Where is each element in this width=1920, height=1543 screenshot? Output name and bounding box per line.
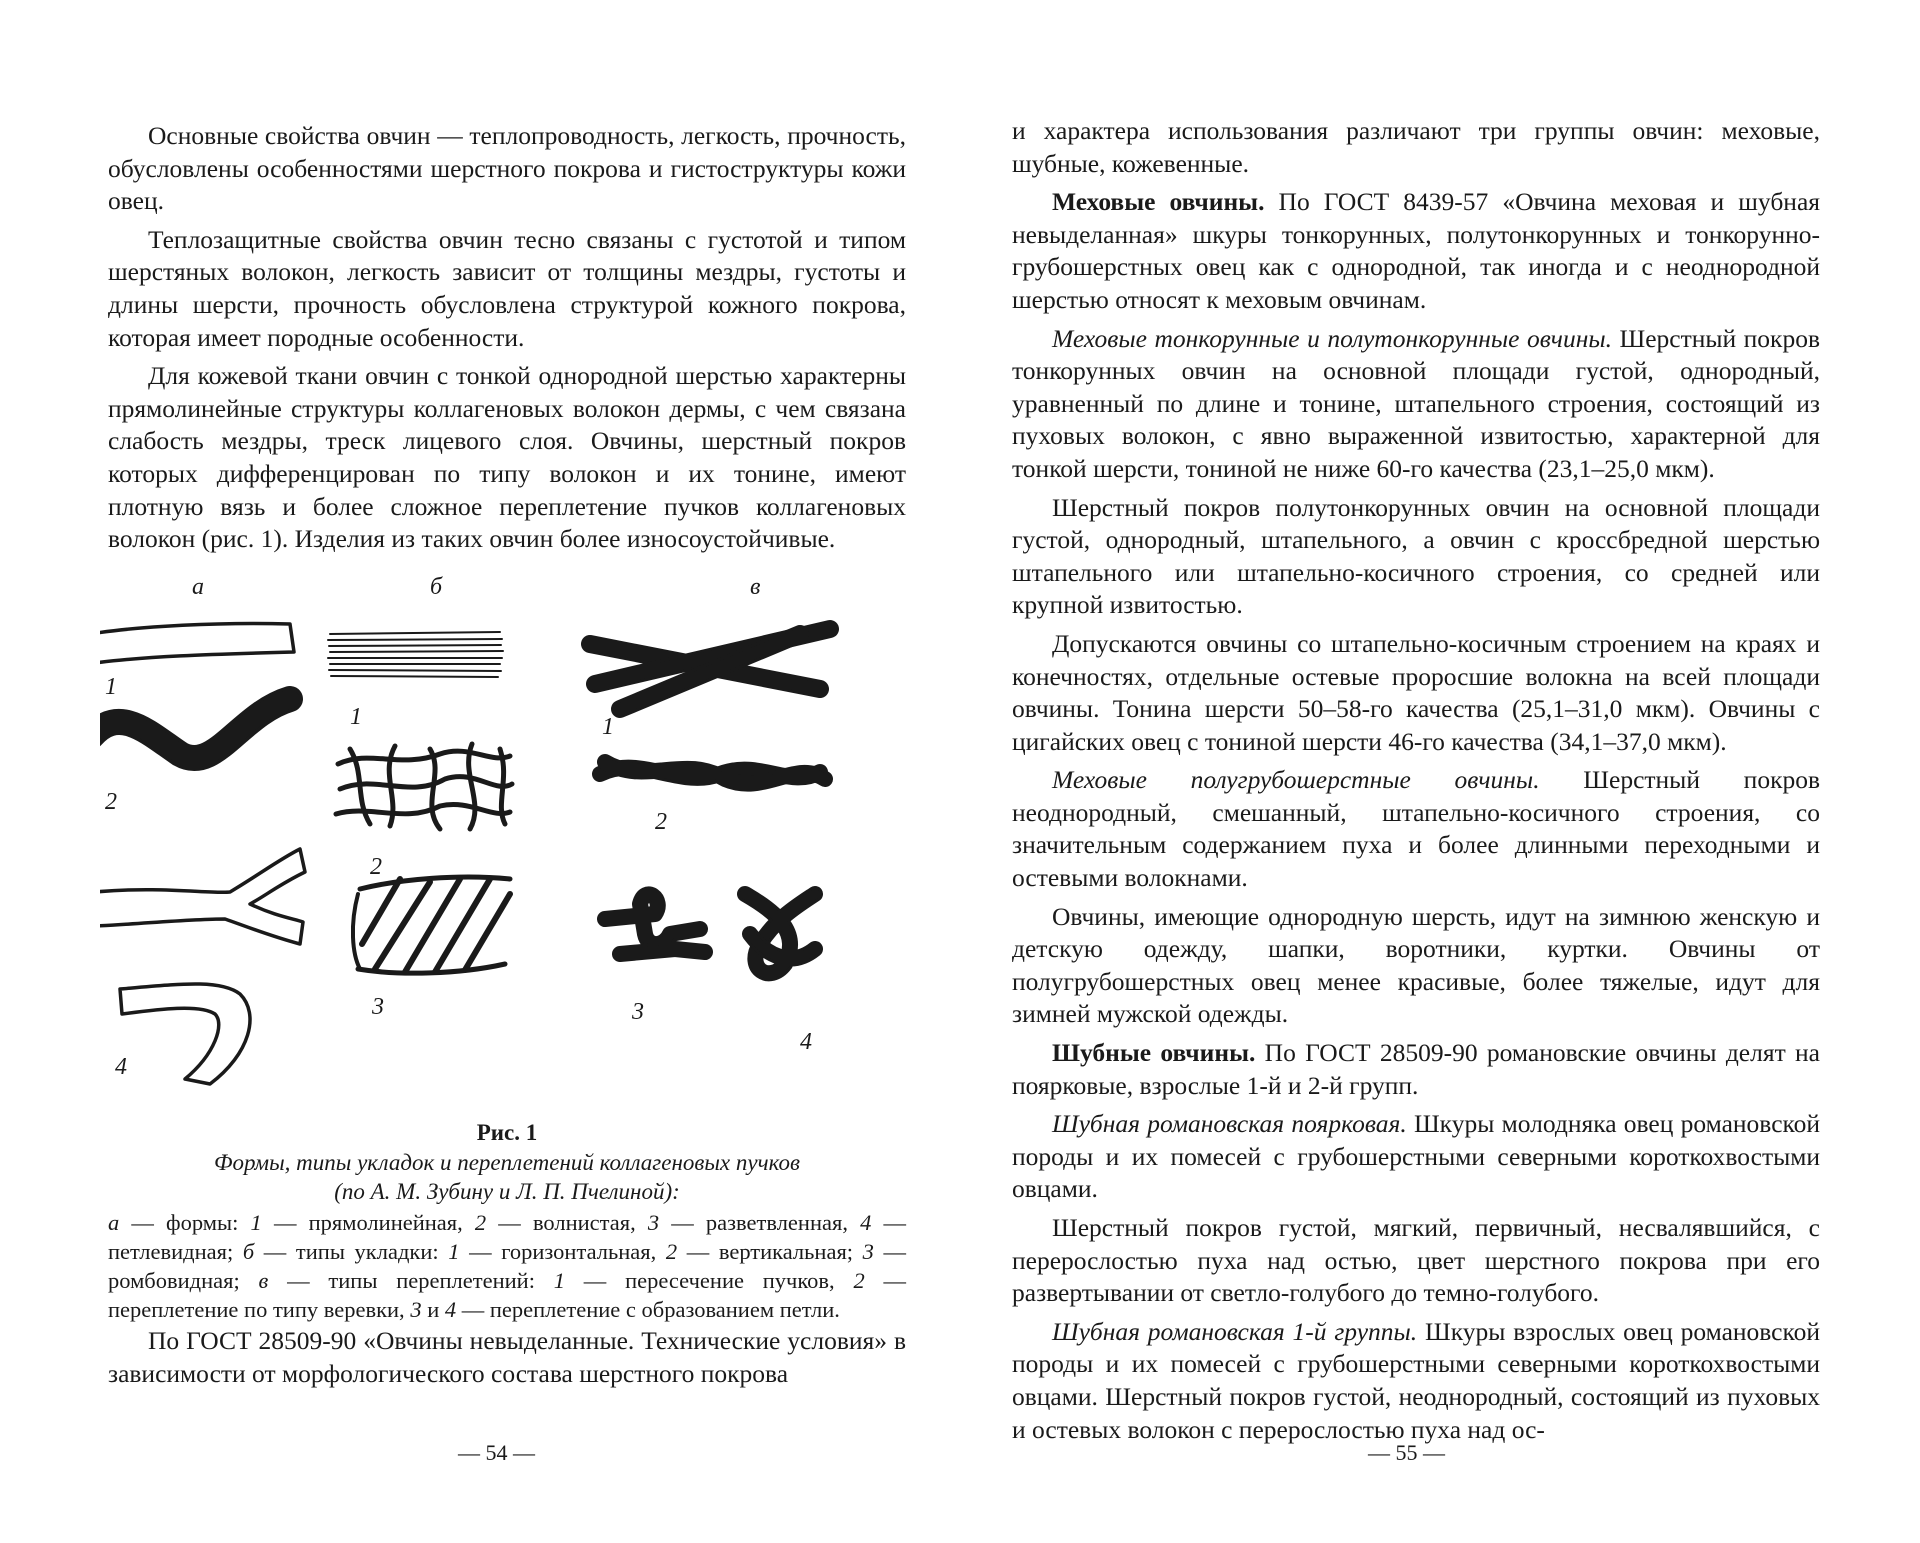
paragraph-text: Шкуры молодняка овец романовской породы и их помесей с грубошерстными северными короткохвостыми овцами.: [1012, 1109, 1820, 1204]
legend-text: — разветвленная,: [659, 1210, 861, 1235]
paragraph: [1012, 186, 1820, 316]
packing-rhomboid: [353, 877, 510, 973]
paragraph-text: По ГОСТ 28509-90 романовские овчины делят на поярковые, взрослые 1-й и 2-й групп.: [1012, 1038, 1820, 1100]
paragraph-text: Шерстный покров неоднородный, смешанный, штапельно-косичного строения, со значительным содержанием пуха и более длинными переходными и остевыми волокнами.: [1012, 765, 1820, 893]
fiber-straight: [100, 623, 294, 664]
legend-key: 2: [853, 1268, 865, 1293]
paragraph: Основные свойства овчин — теплопроводность, легкость, прочность, обусловлены особенностями шерстного покрова и гистоструктуры кожи овец.: [108, 121, 906, 216]
legend-key: 1: [448, 1239, 460, 1264]
legend-text: — пересечение пучков,: [565, 1268, 854, 1293]
subsection-heading: Меховые полугрубошерстные овчины.: [1052, 765, 1540, 795]
legend-key: а: [108, 1210, 120, 1235]
legend-key: б: [242, 1239, 255, 1264]
subsection-heading: Меховые тонкорунные и полутонкорунные овчины.: [1052, 323, 1612, 353]
paragraph: [1012, 1108, 1820, 1206]
caption-legend: [108, 1208, 906, 1324]
figure-drawing: [100, 574, 920, 1094]
paragraph: Овчины, имеющие однородную шерсть, идут на зимнюю женскую и детскую одежду, шапки, воротники, куртки. Овчины от полугрубошерстных овец менее красивые, более тяжелые, идут для зимней мужской одежды.: [1012, 901, 1820, 1029]
legend-key: 3: [410, 1297, 422, 1322]
packing-horizontal: [328, 632, 503, 677]
subsection-heading: Шубная романовская поярковая.: [1052, 1109, 1407, 1139]
paragraph: Для кожевой ткани овчин с тонкой однородной шерстью характерны прямолинейные структуры коллагеновых волокон дермы, с чем связана слабость мездры, треск лицевого слоя. Овчины, шерстный покров которых дифференцирован по типу волокон и их тонине, имеют плотную вязь и более сложное переплетение пучков коллагеновых волокон (рис. 1). Изделия из таких овчин более износоустойчивые.: [108, 361, 906, 554]
paragraph: Шерстный покров густой, мягкий, первичный, несвалявшийся, с перерослостью пуха над остью, цвет шерстного покрова при его развертывании от светло-голубого до темно-голубого.: [1012, 1213, 1820, 1308]
interlace-loop-4: [745, 894, 815, 973]
legend-key: 3: [862, 1239, 874, 1264]
paragraph-text: По ГОСТ 8439-57 «Овчина меховая и шубная невыделанная» шкуры тонкорунных, полутонкорунных и тонкорунно-грубошерстных овец как с однородной, так иногда и с неоднородной шерстью относят к меховым овчинам.: [1012, 187, 1820, 314]
fig-num-c4: 4: [800, 1029, 812, 1055]
paragraph: [1012, 1316, 1820, 1446]
paragraph: Допускаются овчины со штапельно-косичным строением на краях и конечностях, отдельные остевые проросшие волокна на всей площади овчины. Тонина шерсти 50–58-го качества (25,1–31,0 мкм). Овчины с цигайских овец с тониной шерсти 46-го качества (34,1–37,0 мкм).: [1012, 628, 1820, 756]
fig-num-c1: 1: [602, 714, 614, 740]
fig-num-a2: 2: [105, 789, 117, 815]
figure-caption: [108, 1118, 906, 1324]
paragraph: [1012, 323, 1820, 486]
caption-line-2: (по А. М. Зубину и Л. П. Пчелиной):: [334, 1179, 680, 1204]
caption-title: Рис. 1: [476, 1120, 538, 1145]
fig-num-c2: 2: [655, 809, 667, 835]
legend-key: 4: [860, 1210, 872, 1235]
fig-num-b2: 2: [370, 854, 382, 880]
interlace-crossing: [590, 629, 830, 709]
fiber-branched: [100, 849, 305, 944]
section-heading: Шубные овчины.: [1052, 1038, 1256, 1068]
right-text: [1012, 115, 1820, 1446]
fig-col-label-a: а: [192, 574, 204, 600]
legend-key: 2: [474, 1210, 487, 1235]
paragraph: По ГОСТ 28509-90 «Овчины невыделанные. Технические условия» в зависимости от морфологического состава шерстного покрова: [108, 1326, 906, 1388]
legend-text: — горизонтальная,: [459, 1239, 666, 1264]
legend-key: 3: [647, 1210, 660, 1235]
paragraph: и характера использования различают три группы овчин: меховые, шубные, кожевенные.: [1012, 116, 1820, 178]
left-text-bottom: [108, 1325, 906, 1390]
legend-text: — переплетение с образованием петли.: [456, 1297, 840, 1322]
subsection-heading: Шубная романовская 1-й группы.: [1052, 1316, 1418, 1346]
fig-num-b1: 1: [350, 704, 362, 730]
paragraph-text: Шерстный покров тонкорунных овчин на основной площади густой, однородный, уравненный по длине и тонине, штапельного строения, состоящий из пуховых волокон, с явно выраженной извитостью, характерной для тонкой шерсти, тониной не ниже 60-го качества (23,1–25,0 мкм).: [1012, 323, 1820, 483]
paragraph: Теплозащитные свойства овчин тесно связаны с густотой и типом шерстяных волокон, легкость зависит от толщины мездры, густоты и длины шерсти, прочность обусловлена структурой кожного покрова, которая имеет породные особенности.: [108, 224, 906, 352]
page-number: — 54 —: [458, 1440, 535, 1465]
interlace-loop-3: [605, 894, 705, 954]
legend-key: 1: [250, 1210, 262, 1235]
legend-text: и: [421, 1297, 445, 1322]
left-text-top: [108, 120, 906, 556]
section-heading: Меховые овчины.: [1052, 187, 1265, 217]
caption-line-1: Формы, типы укладок и переплетений коллагеновых пучков: [214, 1150, 800, 1175]
paragraph: Шерстный покров полутонкорунных овчин на основной площади густой, однородный, штапельного, а овчин с кроссбредной шерстью штапельного или штапельно-косичного строения, со средней или крупной извитостью.: [1012, 492, 1820, 620]
fig-num-a4: 4: [115, 1054, 127, 1080]
right-page: [960, 0, 1920, 1543]
fiber-loop: [120, 984, 250, 1084]
fig-num-b3: 3: [372, 994, 384, 1020]
fig-num-c3: 3: [632, 999, 644, 1025]
packing-vertical: [336, 744, 512, 829]
legend-key: в: [258, 1268, 269, 1293]
legend-text: — формы:: [119, 1210, 251, 1235]
fig-col-label-c: в: [750, 574, 761, 600]
paragraph: [1012, 764, 1820, 894]
legend-key: 1: [553, 1268, 565, 1293]
legend-key: 2: [665, 1239, 678, 1264]
fig-col-label-b: б: [430, 574, 443, 600]
legend-text: — переплетение по типу веревки,: [108, 1268, 906, 1322]
page-number: — 55 —: [1368, 1440, 1445, 1465]
interlace-rope: [600, 762, 825, 784]
legend-text: — ромбовидная;: [108, 1239, 907, 1293]
legend-text: — волнистая,: [486, 1210, 648, 1235]
legend-key: 4: [444, 1297, 457, 1322]
fig-num-a1: 1: [105, 674, 117, 700]
legend-text: — типы укладки:: [254, 1239, 449, 1264]
figure-collagen-bundles: [100, 574, 920, 1094]
paragraph: [1012, 1037, 1820, 1102]
legend-text: — прямолинейная,: [261, 1210, 475, 1235]
legend-text: — вертикальная;: [677, 1239, 863, 1264]
legend-text: — петлевидная;: [108, 1210, 907, 1264]
paragraph-text: Шкуры взрослых овец романовской породы и их помесей с грубошерстными северными короткохвостыми овцами. Шерстный покров густой, неоднородный, состоящий из пуховых и остевых волокон с перерослостью пуха над ос-: [1012, 1316, 1820, 1444]
legend-text: — типы переплетений:: [268, 1268, 554, 1293]
